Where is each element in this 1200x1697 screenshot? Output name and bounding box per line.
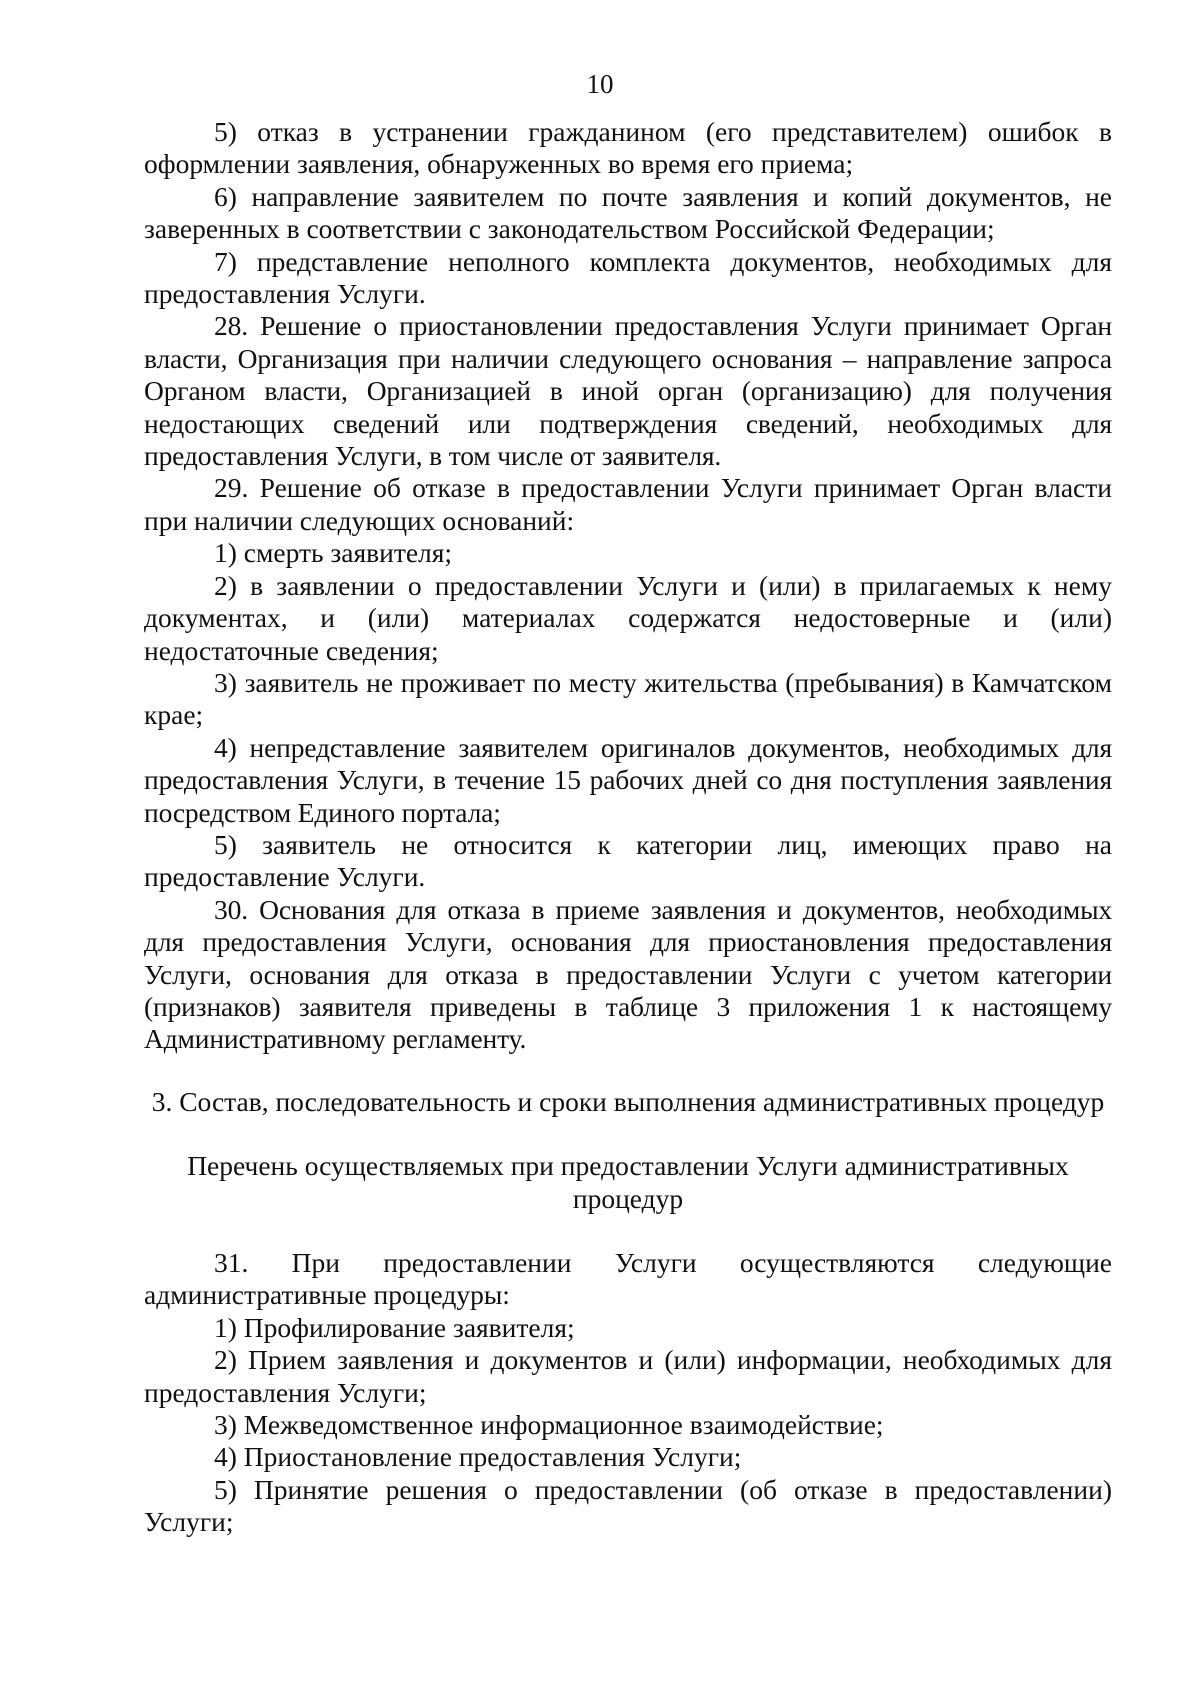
document-body: [144, 116, 1112, 1539]
paragraph-29-item-5: 5) заявитель не относится к категории лиц, имеющих право на предоставление Услуги.: [144, 828, 1112, 893]
paragraph-item-6-mail: 6) направление заявителем по почте заявления и копий документов, не заверенных в соответствии с законодательством Российской Федерации;: [144, 180, 1112, 245]
page-number: 10: [586, 69, 614, 99]
paragraph-29-item-1: 1) смерть заявителя;: [214, 537, 453, 569]
paragraph-30-grounds-table: 30. Основания для отказа в приеме заявления и документов, необходимых для предоставления Услуги, основания для приостановления предоставления Услуги, основания для отказа в предоставлении Услуги с учетом категории (признаков) заявителя приведены в таблице 3 приложения 1 к настоящему Административному регламенту.: [144, 893, 1112, 1055]
paragraph-31-item-4: 4) Приостановление предоставления Услуги;: [214, 1441, 742, 1473]
paragraph-29-refusal-grounds: 29. Решение об отказе в предоставлении Услуги принимает Орган власти при наличии следующих оснований:: [144, 472, 1112, 536]
paragraph-item-5-refusal: 5) отказ в устранении гражданином (его представителем) ошибок в оформлении заявления, обнаруженных во время его приема;: [144, 116, 1112, 180]
section-heading: 3. Состав, последовательность и сроки выполнения административных процедур: [151, 1085, 1105, 1117]
paragraph-29-item-2: 2) в заявлении о предоставлении Услуги и (или) в прилагаемых к нему документах, и (или) материалах содержатся недостоверные и (или) недостаточные сведения;: [144, 569, 1112, 666]
paragraph-29-item-3: 3) заявитель не проживает по месту жительства (пребывания) в Камчатском крае;: [144, 666, 1112, 731]
paragraph-28-suspension: 28. Решение о приостановлении предоставления Услуги принимает Орган власти, Организация при наличии следующего основания – направление запроса Органом власти, Организацией в иной орган (организацию) для получения недостающих сведений или подтверждения сведений, необходимых для предоставления Услуги, в том числе от заявителя.: [144, 310, 1112, 472]
subsection-heading: Перечень осуществляемых при предоставлении Услуги административных процедур: [187, 1150, 1069, 1214]
paragraph-31-item-3: 3) Межведомственное информационное взаимодействие;: [214, 1409, 884, 1441]
paragraph-item-7-incomplete: 7) представление неполного комплекта документов, необходимых для предоставления Услуги.: [144, 245, 1112, 310]
paragraph-29-item-4: 4) непредставление заявителем оригиналов документов, необходимых для предоставления Услуги, в течение 15 рабочих дней со дня поступления заявления посредством Единого портала;: [144, 731, 1112, 828]
paragraph-31-procedures: 31. При предоставлении Услуги осуществляются следующие административные процедуры:: [144, 1247, 1112, 1311]
paragraph-31-item-1: 1) Профилирование заявителя;: [214, 1311, 575, 1343]
paragraph-31-item-2: 2) Прием заявления и документов и (или) информации, необходимых для предоставления Услуги;: [144, 1344, 1112, 1408]
paragraph-31-item-5: 5) Принятие решения о предоставлении (об отказе в предоставлении) Услуги;: [144, 1473, 1112, 1538]
